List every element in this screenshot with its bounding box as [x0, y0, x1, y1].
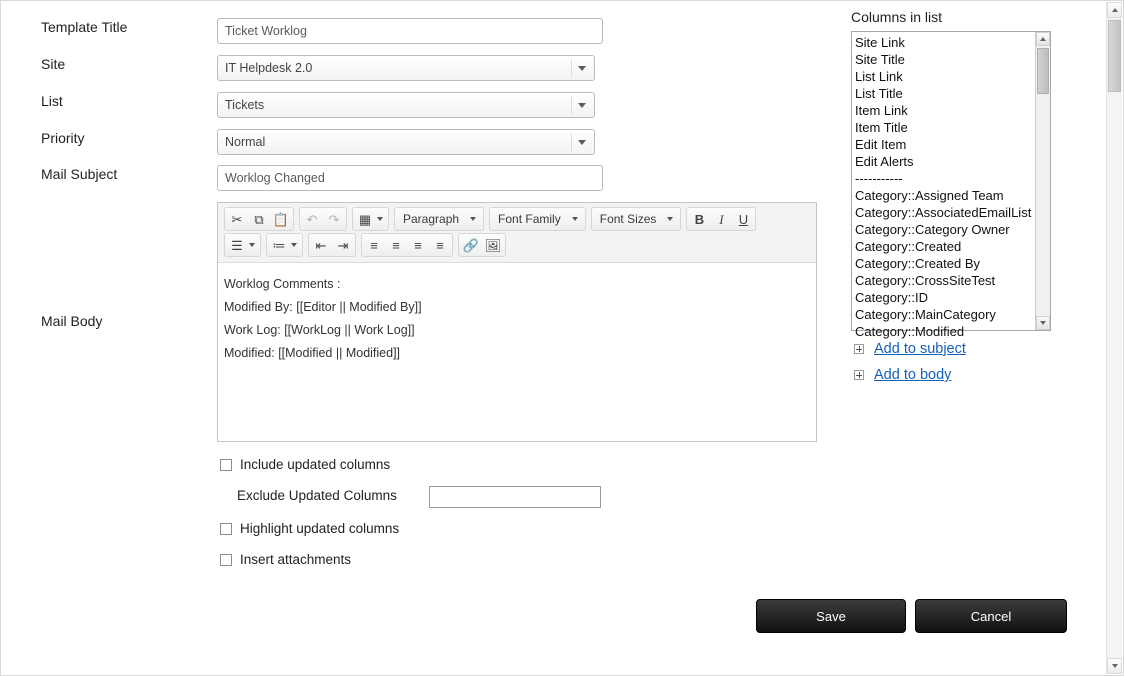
template-title-label: Template Title: [41, 19, 128, 35]
list-item[interactable]: Category::ID: [855, 290, 928, 305]
table-group: [352, 207, 389, 231]
editor-line: Modified By: [[Editor || Modified By]]: [224, 300, 422, 314]
paste-icon[interactable]: 📋: [272, 211, 290, 227]
align-justify-icon[interactable]: ≡: [436, 237, 444, 253]
site-label: Site: [41, 56, 66, 72]
priority-label: Priority: [41, 130, 85, 146]
list-select-divider: [571, 96, 572, 114]
editor-toolbar: [218, 203, 816, 263]
font-size-dropdown[interactable]: [591, 207, 682, 231]
chevron-down-icon: [578, 103, 586, 108]
site-select-divider: [571, 59, 572, 77]
editor-line: Modified: [[Modified || Modified]]: [224, 346, 401, 360]
exclude-updated-columns-label: Exclude Updated Columns: [237, 488, 397, 503]
list-item[interactable]: Category::AssociatedEmailList: [855, 205, 1032, 220]
align-right-icon[interactable]: ≡: [414, 237, 422, 253]
insert-attachments-row[interactable]: [220, 552, 351, 567]
underline-icon[interactable]: U: [738, 211, 749, 227]
field-row-mail-body: [41, 313, 102, 329]
page-scroll-up-icon[interactable]: [1107, 2, 1122, 18]
insert-group: [458, 233, 506, 257]
numbered-list-group: [266, 233, 303, 257]
redo-icon[interactable]: ↷: [328, 211, 340, 227]
chevron-down-icon: [470, 217, 476, 221]
page-scroll-down-icon[interactable]: [1107, 658, 1122, 674]
list-item[interactable]: Site Title: [855, 52, 905, 67]
font-family-dropdown[interactable]: [489, 207, 586, 231]
align-left-icon[interactable]: ≡: [370, 237, 378, 253]
highlight-updated-columns-row[interactable]: [220, 521, 399, 536]
priority-select[interactable]: [217, 129, 595, 155]
page-scrollbar[interactable]: [1106, 2, 1122, 674]
list-label: List: [41, 93, 63, 109]
chevron-down-icon[interactable]: [249, 243, 255, 247]
list-item[interactable]: Item Title: [855, 120, 908, 135]
columns-list-items: [852, 32, 1050, 340]
highlight-updated-columns-label: Highlight updated columns: [240, 521, 400, 536]
add-to-body-link[interactable]: Add to body: [874, 367, 952, 383]
align-center-icon[interactable]: ≡: [392, 237, 400, 253]
list-item[interactable]: Category::MainCategory: [855, 307, 996, 322]
chevron-down-icon: [572, 217, 578, 221]
list-select-value: Tickets: [225, 98, 265, 112]
scrollbar-thumb[interactable]: [1037, 48, 1049, 94]
site-select[interactable]: [217, 55, 595, 81]
bold-icon[interactable]: B: [694, 211, 705, 227]
chevron-down-icon: [578, 140, 586, 145]
scroll-up-icon[interactable]: [1036, 32, 1050, 46]
save-button[interactable]: Save: [756, 599, 906, 633]
add-to-body-row[interactable]: [851, 367, 1061, 383]
columns-listbox[interactable]: [851, 31, 1051, 339]
columns-panel-title: Columns in list: [851, 9, 943, 25]
include-updated-columns-row[interactable]: [220, 457, 390, 472]
highlight-updated-columns-checkbox[interactable]: [220, 523, 232, 535]
add-to-subject-row[interactable]: [851, 341, 1061, 357]
chevron-down-icon: [578, 66, 586, 71]
history-group: [299, 207, 347, 231]
field-row-mail-subject: [41, 166, 117, 182]
insert-attachments-label: Insert attachments: [240, 552, 352, 567]
text-format-group: [686, 207, 756, 231]
list-select[interactable]: [217, 92, 595, 118]
list-item[interactable]: Category::Assigned Team: [855, 188, 1004, 203]
paragraph-style-dropdown[interactable]: [394, 207, 484, 231]
exclude-updated-columns-input[interactable]: [429, 486, 601, 508]
editor-toolbar-row-2: [224, 233, 810, 257]
field-row-template-title: [41, 19, 127, 35]
priority-select-value: Normal: [225, 135, 266, 149]
mail-body-label: Mail Body: [41, 313, 103, 329]
italic-icon[interactable]: I: [719, 211, 724, 227]
field-row-list: [41, 93, 63, 109]
chevron-down-icon: [667, 217, 673, 221]
include-updated-columns-label: Include updated columns: [240, 457, 391, 472]
page-scrollbar-thumb[interactable]: [1108, 20, 1121, 92]
copy-icon[interactable]: ⧉: [254, 211, 264, 227]
priority-select-divider: [571, 133, 572, 151]
editor-toolbar-row-1: [224, 207, 810, 231]
insert-attachments-checkbox[interactable]: [220, 554, 232, 566]
list-item[interactable]: Category::Created: [855, 239, 962, 254]
expand-plus-icon[interactable]: [854, 370, 864, 380]
bullet-list-group: [224, 233, 261, 257]
list-item[interactable]: Category::Category Owner: [855, 222, 1010, 237]
list-item[interactable]: Edit Alerts: [855, 154, 914, 169]
mail-body-editor[interactable]: [217, 202, 817, 442]
undo-icon[interactable]: ↶: [306, 211, 318, 227]
columns-panel: [851, 9, 1061, 383]
site-select-value: IT Helpdesk 2.0: [225, 61, 313, 75]
editor-line: Work Log: [[WorkLog || Work Log]]: [224, 323, 415, 337]
bullet-list-icon[interactable]: ☰: [231, 237, 243, 253]
scroll-down-icon[interactable]: [1036, 316, 1050, 330]
paragraph-style-label: Paragraph: [403, 212, 460, 226]
columns-list-scrollbar[interactable]: [1035, 32, 1050, 330]
list-item[interactable]: Site Link: [855, 35, 905, 50]
field-row-site: [41, 56, 65, 72]
field-row-priority: [41, 130, 85, 146]
exclude-updated-columns-row: [237, 488, 397, 503]
list-item[interactable]: List Title: [855, 86, 903, 101]
font-family-label: Font Family: [498, 212, 561, 226]
list-item[interactable]: List Link: [855, 69, 903, 84]
editor-line: Worklog Comments :: [224, 277, 341, 291]
link-icon[interactable]: 🔗: [462, 237, 480, 253]
alignment-group: [361, 233, 453, 257]
cut-icon[interactable]: ✂: [231, 211, 243, 227]
table-icon[interactable]: ▦: [358, 211, 372, 227]
editor-content[interactable]: [218, 263, 816, 371]
outdent-icon[interactable]: ⇤: [315, 237, 327, 253]
numbered-list-icon[interactable]: ≔: [272, 237, 286, 253]
list-item[interactable]: Category::Created By: [855, 256, 981, 271]
indent-group: [308, 233, 356, 257]
indent-icon[interactable]: ⇥: [337, 237, 349, 253]
cancel-button[interactable]: Cancel: [915, 599, 1067, 633]
list-item[interactable]: -----------: [855, 171, 903, 186]
expand-plus-icon[interactable]: [854, 344, 864, 354]
list-item[interactable]: Edit Item: [855, 137, 907, 152]
include-updated-columns-checkbox[interactable]: [220, 459, 232, 471]
add-to-subject-link[interactable]: Add to subject: [874, 341, 966, 357]
chevron-down-icon[interactable]: [377, 217, 383, 221]
list-item[interactable]: Category::CrossSiteTest: [855, 273, 996, 288]
list-item[interactable]: Category::Modified: [855, 324, 965, 339]
font-size-label: Font Sizes: [599, 212, 657, 226]
template-title-input[interactable]: [217, 18, 603, 44]
mail-subject-input[interactable]: [217, 165, 603, 191]
clipboard-group: [224, 207, 294, 231]
list-item[interactable]: Item Link: [855, 103, 908, 118]
chevron-down-icon[interactable]: [291, 243, 297, 247]
mail-subject-label: Mail Subject: [41, 166, 118, 182]
image-icon[interactable]: 🖼: [484, 237, 502, 253]
